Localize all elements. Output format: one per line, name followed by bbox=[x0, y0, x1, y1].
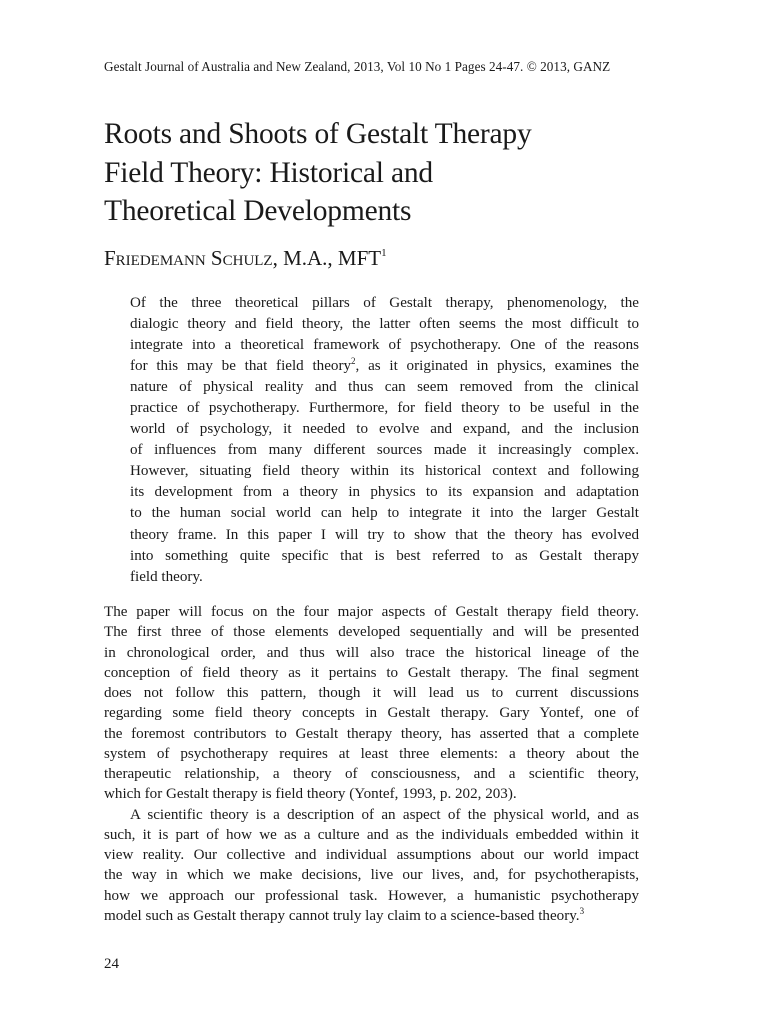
author-byline bbox=[104, 246, 387, 271]
body-line: conception of field theory as it pertains to Gestalt therapy. The final segment bbox=[104, 664, 639, 681]
abstract-line: field theory. bbox=[130, 568, 203, 585]
abstract-line: nature of physical reality and thus can seem removed from the clinical bbox=[130, 379, 639, 396]
author-footnote-mark: 1 bbox=[381, 247, 387, 259]
body-line: which for Gestalt therapy is field theory (Yontef, 1993, p. 202, 203). bbox=[104, 786, 517, 803]
body-line: does not follow this pattern, though it will lead us to current discussions bbox=[104, 685, 639, 701]
abstract-line: integrate into a theoretical framework of psychotherapy. One of the reasons bbox=[130, 337, 639, 354]
abstract-line: of influences from many different sources made it increasingly complex. bbox=[130, 442, 639, 459]
footnote-mark: 2 bbox=[351, 356, 356, 367]
paragraph bbox=[104, 805, 639, 927]
abstract-line: its development from a theory in physics to its expansion and adaptation bbox=[130, 484, 639, 501]
body-text bbox=[104, 602, 639, 926]
abstract-line: Of the three theoretical pillars of Gestalt therapy, phenomenology, the bbox=[130, 295, 639, 311]
page-number: 24 bbox=[104, 956, 119, 972]
title-line: Theoretical Developments bbox=[104, 195, 412, 227]
abstract-line-part: , as it originated in physics, examines the bbox=[355, 358, 640, 375]
body-line-with-footnote bbox=[104, 906, 639, 926]
author-name: Friedemann Schulz, M.A., MFT bbox=[104, 246, 382, 270]
abstract-line: world of psychology, it needed to evolve and expand, and the inclusion bbox=[130, 421, 639, 438]
abstract-line: into something quite specific that is best referred to as Gestalt therapy bbox=[130, 547, 639, 564]
abstract-line: to the human social world can help to integrate it into the larger Gestalt bbox=[130, 505, 639, 522]
body-line: in chronological order, and thus will also trace the historical lineage of the bbox=[104, 644, 639, 661]
body-line: how we approach our professional task. However, a humanistic psychotherapy bbox=[104, 887, 639, 904]
title-line: Roots and Shoots of Gestalt Therapy bbox=[104, 118, 532, 150]
abstract-line-with-footnote bbox=[130, 356, 639, 377]
body-line-part: model such as Gestalt therapy cannot truly lay claim to a science-based theory. bbox=[104, 907, 580, 924]
body-line: view reality. Our collective and individual assumptions about our world impact bbox=[104, 847, 639, 863]
abstract-line: dialogic theory and field theory, the latter often seems the most difficult to bbox=[130, 316, 639, 333]
footnote-mark: 3 bbox=[579, 905, 585, 916]
body-line: therapeutic relationship, a theory of consciousness, and a scientific theory, bbox=[104, 766, 639, 782]
body-line: system of psychotherapy requires at least three elements: a theory about the bbox=[104, 745, 639, 762]
journal-citation: Gestalt Journal of Australia and New Zealand, 2013, Vol 10 No 1 Pages 24-47. © 2013, GANZ bbox=[104, 59, 611, 74]
body-line: A scientific theory is a description of an aspect of the physical world, and as bbox=[130, 806, 639, 823]
body-line: The first three of those elements developed sequentially and will be presented bbox=[104, 624, 639, 641]
paragraph bbox=[104, 602, 639, 805]
body-line: regarding some field theory concepts in Gestalt therapy. Gary Yontef, one of bbox=[104, 705, 639, 722]
abstract-line: However, situating field theory within its historical context and following bbox=[130, 463, 639, 480]
body-line: the way in which we make decisions, live our lives, and, for psychotherapists, bbox=[104, 867, 639, 884]
body-line: the foremost contributors to Gestalt therapy theory, has asserted that a complete bbox=[104, 725, 639, 742]
abstract-line: theory frame. In this paper I will try to show that the theory has evolved bbox=[130, 526, 639, 543]
abstract bbox=[130, 293, 639, 588]
abstract-line-part: for this may be that field theory bbox=[130, 358, 352, 375]
body-line: The paper will focus on the four major aspects of Gestalt therapy field theory. bbox=[104, 604, 639, 620]
title-line: Field Theory: Historical and bbox=[104, 156, 433, 189]
body-line: such, it is part of how we as a culture and as the individuals embedded within it bbox=[104, 826, 639, 843]
article-title bbox=[104, 115, 664, 231]
abstract-line: practice of psychotherapy. Furthermore, for field theory to be useful in the bbox=[130, 400, 639, 417]
